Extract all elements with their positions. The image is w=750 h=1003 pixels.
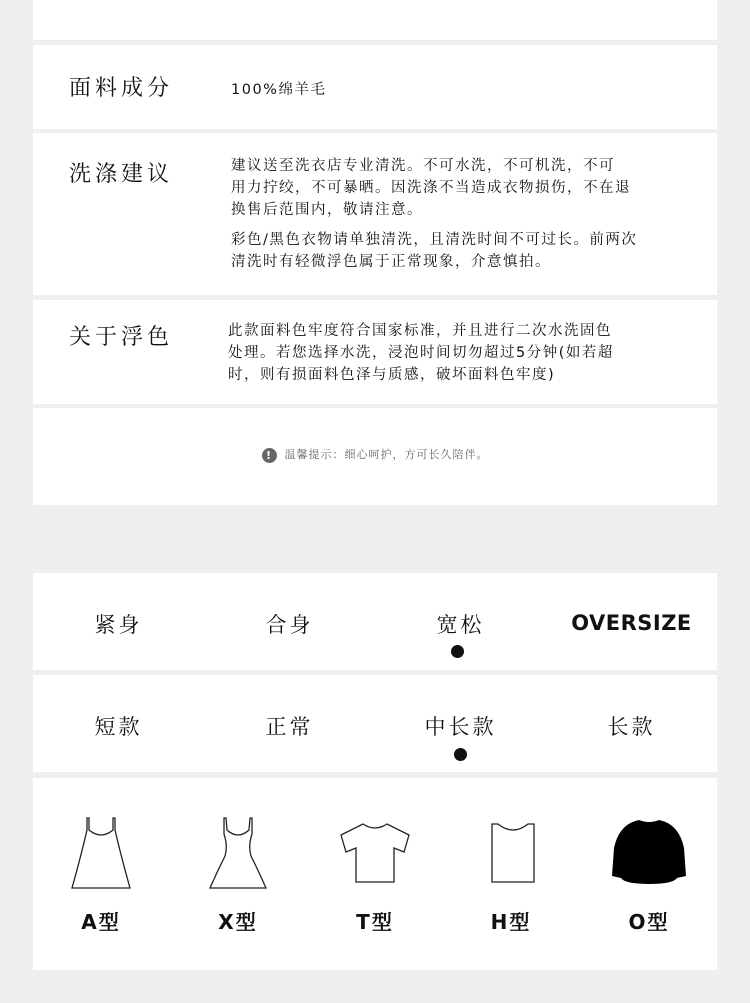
fit-option-tight: 紧身 <box>94 613 143 637</box>
silhouette-row <box>33 778 717 970</box>
length-option-mid-long: 中长款 <box>424 715 497 739</box>
tip-section <box>33 408 717 505</box>
shape-label-x: X型 <box>218 910 258 934</box>
fit-option-oversize: OVERSIZE <box>571 611 692 635</box>
washing-line: 用力拧绞，不可暴晒。因洗涤不当造成衣物损伤，不在退 <box>231 180 631 196</box>
washing-line: 建议送至洗衣店专业清洗。不可水洗，不可机洗，不可 <box>231 158 615 174</box>
tip-text: 温馨提示：细心呵护，方可长久陪伴。 <box>284 448 489 461</box>
o-line-sweater-icon <box>611 818 687 888</box>
washing-label: 洗涤建议 <box>69 162 174 187</box>
length-option-long: 长款 <box>607 715 656 739</box>
fit-row <box>33 573 717 670</box>
fading-label: 关于浮色 <box>69 325 174 350</box>
length-option-normal: 正常 <box>265 715 314 739</box>
x-line-dress-icon <box>207 816 269 890</box>
t-shirt-icon <box>339 822 411 884</box>
shape-label-o: O型 <box>628 910 670 934</box>
fabric-label: 面料成分 <box>69 76 174 101</box>
fading-line: 时，则有损面料色泽与质感，破坏面料色牢度) <box>228 367 556 383</box>
tip-row <box>33 446 717 463</box>
exclamation-icon: ! <box>262 448 277 463</box>
fabric-value: 100%绵羊毛 <box>231 82 327 98</box>
h-line-tank-icon <box>488 822 538 884</box>
top-panel <box>33 0 717 40</box>
washing-line: 彩色/黑色衣物请单独清洗，且清洗时间不可过长。前两次 <box>231 232 638 248</box>
washing-line: 清洗时有轻微浮色属于正常现象，介意慎拍。 <box>231 254 551 270</box>
shape-label-h: H型 <box>490 910 532 934</box>
fading-text <box>228 320 614 386</box>
washing-line: 换售后范围内，敬请注意。 <box>231 202 423 218</box>
fit-option-loose: 宽松 <box>436 613 485 637</box>
shape-label-a: A型 <box>81 910 121 934</box>
washing-text <box>231 155 637 273</box>
length-row <box>33 675 717 772</box>
length-selected-indicator <box>454 748 467 761</box>
fit-selected-indicator <box>451 645 464 658</box>
length-option-short: 短款 <box>94 715 143 739</box>
fading-line: 此款面料色牢度符合国家标准，并且进行二次水洗固色 <box>228 323 612 339</box>
shape-label-t: T型 <box>356 910 394 934</box>
fit-option-regular: 合身 <box>265 613 314 637</box>
fading-line: 处理。若您选择水洗，浸泡时间切勿超过5分钟(如若超 <box>228 345 614 361</box>
fabric-section <box>33 45 717 129</box>
a-line-dress-icon <box>70 816 132 890</box>
washing-section <box>33 133 717 295</box>
fading-section <box>33 300 717 404</box>
